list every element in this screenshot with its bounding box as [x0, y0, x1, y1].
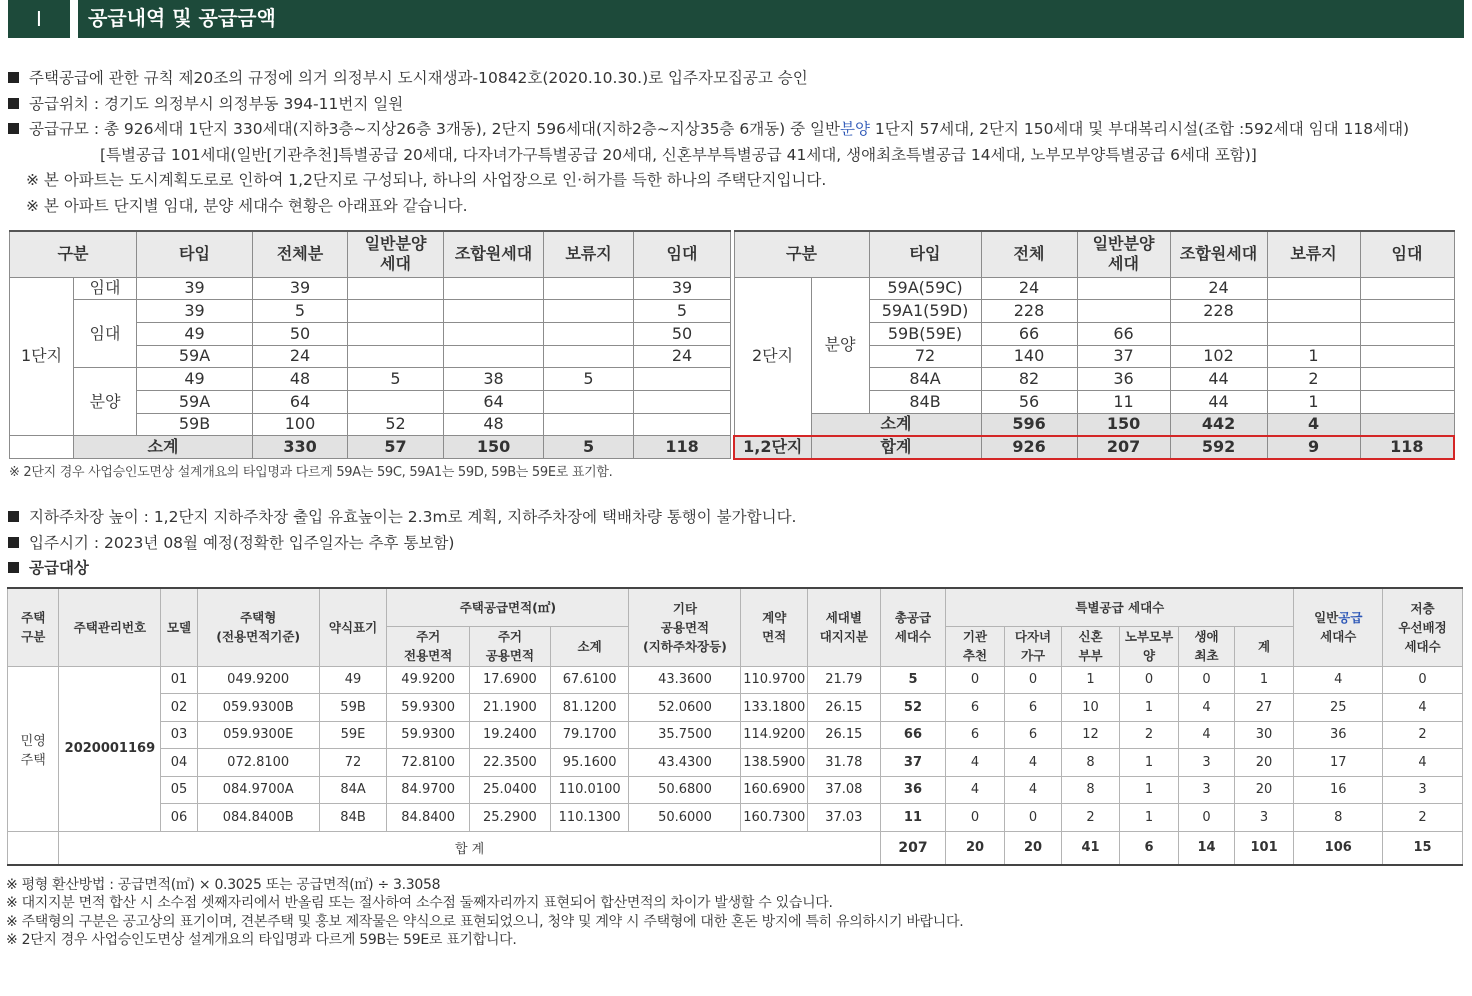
- cell: 56: [981, 390, 1077, 413]
- cell: 26.15: [808, 721, 881, 749]
- square-bullet-icon: [8, 72, 19, 83]
- cell: [444, 277, 544, 300]
- cell: 52.0600: [629, 694, 741, 722]
- cell: [1360, 277, 1454, 300]
- cell: 4: [946, 776, 1005, 804]
- cell: 150: [444, 436, 544, 459]
- cell: 50: [634, 322, 731, 345]
- cell: 39: [253, 277, 348, 300]
- header-cell: 다자녀 가구: [1004, 626, 1062, 666]
- cell: 84A: [869, 368, 981, 391]
- cell: 1: [1119, 694, 1179, 722]
- complex2-table: [733, 230, 1455, 460]
- cell: 3: [1179, 749, 1234, 777]
- cell: 31.78: [808, 749, 881, 777]
- cell: [544, 277, 634, 300]
- cell: [444, 322, 544, 345]
- total-label: 합 계: [59, 831, 880, 865]
- cell: 0: [1119, 666, 1179, 694]
- cell: 44: [1170, 368, 1267, 391]
- footnote: ※ 대지지분 면적 합산 시 소수점 셋째자리에서 반올림 또는 절사하여 소수점 둘째자리까지 표현되어 합산면적의 차이가 발생할 수 있습니다.: [6, 895, 833, 912]
- overview-note: ※ 본 아파트 단지별 임대, 분양 세대수 현황은 아래표와 같습니다.: [26, 196, 468, 215]
- cell: 118: [634, 436, 731, 459]
- cell: 110.1300: [550, 804, 629, 832]
- cell: 2: [1383, 804, 1463, 832]
- cell: 41: [1062, 831, 1120, 865]
- cell: 4: [1179, 694, 1234, 722]
- cell: [348, 390, 444, 413]
- header-cell: 조합원세대: [1170, 231, 1267, 277]
- cell: 1: [1267, 345, 1360, 368]
- cell: [1077, 300, 1170, 323]
- cell: 66: [981, 322, 1077, 345]
- cell: 26.15: [808, 694, 881, 722]
- cell: 14: [1179, 831, 1234, 865]
- cell: 114.9200: [741, 721, 808, 749]
- cell: 38: [444, 368, 544, 391]
- header-cell: 주택공급면적(㎡): [387, 588, 629, 626]
- cell: 5: [253, 300, 348, 323]
- cell: 6: [1004, 694, 1062, 722]
- cell: 72.8100: [387, 749, 470, 777]
- header-cell: 조합원세대: [444, 231, 544, 277]
- cell: 11: [1077, 390, 1170, 413]
- cell: 49: [319, 666, 387, 694]
- cell: 22.3500: [470, 749, 551, 777]
- complex-label: 1단지: [10, 277, 74, 436]
- cell: 25: [1294, 694, 1383, 722]
- cell: 35.7500: [629, 721, 741, 749]
- cell: 64: [444, 390, 544, 413]
- cell: 20: [1234, 749, 1294, 777]
- cell: 0: [1383, 666, 1463, 694]
- cell: [544, 390, 634, 413]
- header-cell: 전체: [981, 231, 1077, 277]
- header-cell: 보류지: [1267, 231, 1360, 277]
- housing-type-label: 민영 주택: [8, 666, 59, 831]
- cell: 84.9700: [387, 776, 470, 804]
- table-row: [8, 776, 1463, 804]
- cell: 2: [1062, 804, 1120, 832]
- cell: 084.9700A: [197, 776, 319, 804]
- cell: 207: [1077, 436, 1170, 459]
- cell: 0: [946, 804, 1005, 832]
- overview-note: ※ 본 아파트는 도시계획도로로 인하여 1,2단지로 구성되나, 하나의 사업장으로 인·허가를 득한 하나의 주택단지입니다.: [26, 171, 827, 189]
- header-cell: 일반분양 세대: [348, 231, 444, 277]
- subtotal-label: 소계: [811, 413, 981, 436]
- square-bullet-icon: [8, 537, 19, 548]
- cell: 5: [544, 368, 634, 391]
- cell: 43.3600: [629, 666, 741, 694]
- cell: 150: [1077, 413, 1170, 436]
- cell: 11: [880, 804, 946, 832]
- cell: 04: [161, 749, 197, 777]
- cell: 0: [946, 666, 1005, 694]
- cell: 3: [1179, 776, 1234, 804]
- table-row: [8, 749, 1463, 777]
- cell: 59A1(59D): [869, 300, 981, 323]
- cell: 95.1600: [550, 749, 629, 777]
- cell: 59.9300: [387, 694, 470, 722]
- cell: 17.6900: [470, 666, 551, 694]
- cell: 66: [880, 721, 946, 749]
- cell: 12: [1062, 721, 1120, 749]
- cell: 0: [1179, 666, 1234, 694]
- cell: 6: [1119, 831, 1179, 865]
- header-cell: 주택 구분: [8, 588, 59, 666]
- cell: 118: [1360, 436, 1454, 459]
- cell: 03: [161, 721, 197, 749]
- cell: 4: [1294, 666, 1383, 694]
- header-cell: 모델: [161, 588, 197, 666]
- cell: 1: [1062, 666, 1120, 694]
- cell: 39: [137, 277, 253, 300]
- cell: 50.6000: [629, 804, 741, 832]
- header-cell: 계: [1234, 626, 1294, 666]
- header-cell: 기타 공용면적 (지하주차장등): [629, 588, 741, 666]
- cell: 37.08: [808, 776, 881, 804]
- cell: 59A(59C): [869, 277, 981, 300]
- cell: 9: [1267, 436, 1360, 459]
- cell: [544, 322, 634, 345]
- cell: 84.8400: [387, 804, 470, 832]
- cell: 25.2900: [470, 804, 551, 832]
- cell: 5: [880, 666, 946, 694]
- cell: 926: [981, 436, 1077, 459]
- header-cell: 주거 전용면적: [387, 626, 470, 666]
- cell: 39: [634, 277, 731, 300]
- cell: 50: [253, 322, 348, 345]
- section-number: I: [8, 0, 70, 38]
- header-cell: 일반공급 세대수: [1294, 588, 1383, 666]
- cell: 442: [1170, 413, 1267, 436]
- cell: 16: [1294, 776, 1383, 804]
- square-bullet-icon: [8, 123, 19, 134]
- cell: 228: [981, 300, 1077, 323]
- cell: 52: [348, 413, 444, 436]
- cell: 59A: [137, 345, 253, 368]
- cell: 72: [869, 345, 981, 368]
- overview-line: 공급규모 : 총 926세대 1단지 330세대(지하3층~지상26층 3개동), 2단지 596세대(지하2층~지상35층 6개동) 중 일반분양 1단지 57세대, 2단지 150세대 및 부대복리시설(조합 :592세대 임대 118세대): [8, 117, 1468, 143]
- cell: 66: [1077, 322, 1170, 345]
- cell: 44: [1170, 390, 1267, 413]
- cell: 37.03: [808, 804, 881, 832]
- table-row: [8, 666, 1463, 694]
- cell: 084.8400B: [197, 804, 319, 832]
- cell: 49.9200: [387, 666, 470, 694]
- cell: 24: [634, 345, 731, 368]
- header-cell: 일반분양 세대: [1077, 231, 1170, 277]
- cell: 2: [1267, 368, 1360, 391]
- cell: 19.2400: [470, 721, 551, 749]
- category-label: 임대: [74, 300, 137, 368]
- section-header: [8, 0, 1464, 38]
- overview-line: [특별공급 101세대(일반[기관추천]특별공급 20세대, 다자녀가구특별공급 20세대, 신혼부부특별공급 41세대, 생애최초특별공급 14세대, 노부모부양특별공급 6세대 포함)]: [100, 145, 1257, 164]
- header-cell: 소계: [550, 626, 629, 666]
- cell: 596: [981, 413, 1077, 436]
- cell: [348, 322, 444, 345]
- cell: 02: [161, 694, 197, 722]
- cell: 4: [946, 749, 1005, 777]
- footnotes: [6, 876, 963, 949]
- header-cell: 구분: [10, 231, 137, 277]
- cell: 21.1900: [470, 694, 551, 722]
- cell: 30: [1234, 721, 1294, 749]
- header-cell: 약식표기: [319, 588, 387, 666]
- cell: 81.1200: [550, 694, 629, 722]
- cell: 2: [1119, 721, 1179, 749]
- total-group-label: 1,2단지: [734, 436, 811, 459]
- cell: [544, 345, 634, 368]
- cell: 1: [1234, 666, 1294, 694]
- category-label: 임대: [74, 277, 137, 300]
- cell: 20: [946, 831, 1005, 865]
- table-row: [8, 804, 1463, 832]
- cell: 6: [1004, 721, 1062, 749]
- header-cell: 구분: [734, 231, 869, 277]
- cell: 0: [1004, 666, 1062, 694]
- cell: 3: [1234, 804, 1294, 832]
- cell: 100: [253, 413, 348, 436]
- cell: [634, 390, 731, 413]
- total-label: 합계: [811, 436, 981, 459]
- cell: 3: [1383, 776, 1463, 804]
- info-line: 공급대상: [8, 556, 796, 582]
- table-note: ※ 2단지 경우 사업승인도면상 설계개요의 타입명과 다르게 59A는 59C, 59A1는 59D, 59B는 59E로 표기함.: [9, 465, 613, 480]
- cell: 0: [1179, 804, 1234, 832]
- cell: [1360, 368, 1454, 391]
- cell: 59B: [137, 413, 253, 436]
- square-bullet-icon: [8, 562, 19, 573]
- table-row: [8, 721, 1463, 749]
- cell: 106: [1294, 831, 1383, 865]
- cell: 59A: [137, 390, 253, 413]
- supply-target-table: [7, 587, 1463, 866]
- footnote: ※ 평형 환산방법 : 공급면적(㎡) × 0.3025 또는 공급면적(㎡) ÷ 3.3058: [6, 877, 441, 893]
- cell: 84B: [869, 390, 981, 413]
- cell: 84A: [319, 776, 387, 804]
- cell: 101: [1234, 831, 1294, 865]
- cell: 25.0400: [470, 776, 551, 804]
- cell: 110.9700: [741, 666, 808, 694]
- cell: [10, 436, 74, 459]
- cell: [444, 345, 544, 368]
- cell: [1360, 322, 1454, 345]
- header-cell: 타입: [137, 231, 253, 277]
- cell: 8: [1062, 749, 1120, 777]
- header-cell: 주택관리번호: [59, 588, 161, 666]
- cell: 4: [1179, 721, 1234, 749]
- cell: 330: [253, 436, 348, 459]
- footnote: ※ 2단지 경우 사업승인도면상 설계개요의 타입명과 다르게 59B는 59E로 표기합니다.: [6, 931, 517, 948]
- cell: 4: [1267, 413, 1360, 436]
- header-cell: 세대별 대지지분: [808, 588, 881, 666]
- cell: 8: [1062, 776, 1120, 804]
- cell: 1: [1119, 804, 1179, 832]
- cell: 37: [1077, 345, 1170, 368]
- cell: [1360, 413, 1454, 436]
- header-cell: 보류지: [544, 231, 634, 277]
- cell: 05: [161, 776, 197, 804]
- cell: 24: [1170, 277, 1267, 300]
- cell: [1077, 277, 1170, 300]
- overview-line: 공급위치 : 경기도 의정부시 의정부동 394-11번지 일원: [8, 92, 1468, 118]
- header-cell: 생애 최초: [1179, 626, 1234, 666]
- cell: 4: [1383, 749, 1463, 777]
- cell: 5: [544, 436, 634, 459]
- cell: 2: [1383, 721, 1463, 749]
- cell: 64: [253, 390, 348, 413]
- cell: 228: [1170, 300, 1267, 323]
- cell: 160.6900: [741, 776, 808, 804]
- header-cell: 노부모부 양: [1119, 626, 1179, 666]
- header-cell: 임대: [1360, 231, 1454, 277]
- square-bullet-icon: [8, 511, 19, 522]
- cell: 160.7300: [741, 804, 808, 832]
- cell: 52: [880, 694, 946, 722]
- cell: 67.6100: [550, 666, 629, 694]
- cell: 48: [253, 368, 348, 391]
- cell: 059.9300E: [197, 721, 319, 749]
- cell: 110.0100: [550, 776, 629, 804]
- cell: [348, 345, 444, 368]
- table-row: [8, 694, 1463, 722]
- cell: 138.5900: [741, 749, 808, 777]
- header-cell: 임대: [634, 231, 731, 277]
- complex1-table: [9, 230, 731, 459]
- square-bullet-icon: [8, 98, 19, 109]
- category-label: 분양: [74, 368, 137, 436]
- cell: 140: [981, 345, 1077, 368]
- section-title: 공급내역 및 공급금액: [78, 0, 1464, 38]
- cell: 4: [1004, 749, 1062, 777]
- cell: 01: [161, 666, 197, 694]
- cell: 57: [348, 436, 444, 459]
- cell: 8: [1294, 804, 1383, 832]
- cell: 37: [880, 749, 946, 777]
- cell: 207: [880, 831, 946, 865]
- header-cell: 기관 추천: [946, 626, 1005, 666]
- cell: [544, 300, 634, 323]
- cell: 5: [634, 300, 731, 323]
- cell: 102: [1170, 345, 1267, 368]
- cell: [1360, 390, 1454, 413]
- cell: 39: [137, 300, 253, 323]
- cell: 4: [1004, 776, 1062, 804]
- cell: 82: [981, 368, 1077, 391]
- cell: [634, 413, 731, 436]
- cell: 20: [1234, 776, 1294, 804]
- cell: 36: [1294, 721, 1383, 749]
- cell: 50.6800: [629, 776, 741, 804]
- header-cell: 전체분: [253, 231, 348, 277]
- cell: 49: [137, 322, 253, 345]
- cell: 17: [1294, 749, 1383, 777]
- cell: 59.9300: [387, 721, 470, 749]
- cell: [1267, 277, 1360, 300]
- management-number: 2020001169: [59, 666, 161, 831]
- cell: 592: [1170, 436, 1267, 459]
- cell: 10: [1062, 694, 1120, 722]
- info-line: 입주시기 : 2023년 08월 예정(정확한 입주일자는 추후 통보함): [8, 531, 796, 557]
- cell: 1: [1119, 749, 1179, 777]
- cell: 59E: [319, 721, 387, 749]
- cell: 79.1700: [550, 721, 629, 749]
- cell: 59B: [319, 694, 387, 722]
- cell: 5: [348, 368, 444, 391]
- cell: [348, 277, 444, 300]
- cell: 21.79: [808, 666, 881, 694]
- cell: [1360, 345, 1454, 368]
- cell: 36: [880, 776, 946, 804]
- supply-overview: [8, 66, 1468, 219]
- subtotal-label: 소계: [74, 436, 253, 459]
- cell: 84B: [319, 804, 387, 832]
- cell: 20: [1004, 831, 1062, 865]
- cell: 4: [1383, 694, 1463, 722]
- cell: [1267, 322, 1360, 345]
- header-cell: 타입: [869, 231, 981, 277]
- cell: 59B(59E): [869, 322, 981, 345]
- header-cell: 계약 면적: [741, 588, 808, 666]
- info-line: 지하주차장 높이 : 1,2단지 지하주차장 출입 유효높이는 2.3m로 계획, 지하주차장에 택배차량 통행이 불가합니다.: [8, 505, 796, 531]
- footnote: ※ 주택형의 구분은 공고상의 표기이며, 견본주택 및 홍보 제작물은 약식으로 표현되었으니, 청약 및 계약 시 주택형에 대한 혼돈 방지에 특히 유의하시기 바랍니다.: [6, 913, 964, 930]
- header-cell: 신혼 부부: [1062, 626, 1120, 666]
- cell: 27: [1234, 694, 1294, 722]
- cell: 06: [161, 804, 197, 832]
- header-cell: 주거 공용면적: [470, 626, 551, 666]
- header-cell: 총공급 세대수: [880, 588, 946, 666]
- cell: 36: [1077, 368, 1170, 391]
- category-label: 분양: [811, 277, 869, 413]
- cell: [1170, 322, 1267, 345]
- cell: 1: [1267, 390, 1360, 413]
- cell: 24: [981, 277, 1077, 300]
- cell: 48: [444, 413, 544, 436]
- cell: 6: [946, 721, 1005, 749]
- cell: [634, 368, 731, 391]
- cell: [348, 300, 444, 323]
- cell: [1360, 300, 1454, 323]
- cell: [544, 413, 634, 436]
- complex-label: 2단지: [734, 277, 811, 436]
- cell: [1267, 300, 1360, 323]
- overview-line: 주택공급에 관한 규칙 제20조의 규정에 의거 의정부시 도시재생과-10842호(2020.10.30.)로 입주자모집공고 승인: [8, 66, 1468, 92]
- cell: 059.9300B: [197, 694, 319, 722]
- cell: 0: [1004, 804, 1062, 832]
- cell: 49: [137, 368, 253, 391]
- cell: 049.9200: [197, 666, 319, 694]
- cell: [444, 300, 544, 323]
- cell: 43.4300: [629, 749, 741, 777]
- total-row: [8, 831, 1463, 865]
- cell: 6: [946, 694, 1005, 722]
- cell: 15: [1383, 831, 1463, 865]
- header-cell: 특별공급 세대수: [946, 588, 1294, 626]
- cell: 72: [319, 749, 387, 777]
- cell: [8, 831, 59, 865]
- header-cell: 주택형 (전용면적기준): [197, 588, 319, 666]
- cell: 24: [253, 345, 348, 368]
- cell: 1: [1119, 776, 1179, 804]
- cell: 133.1800: [741, 694, 808, 722]
- cell: 072.8100: [197, 749, 319, 777]
- supply-info: [8, 505, 796, 582]
- header-cell: 저층 우선배정 세대수: [1383, 588, 1463, 666]
- grand-total-row: [734, 436, 1454, 459]
